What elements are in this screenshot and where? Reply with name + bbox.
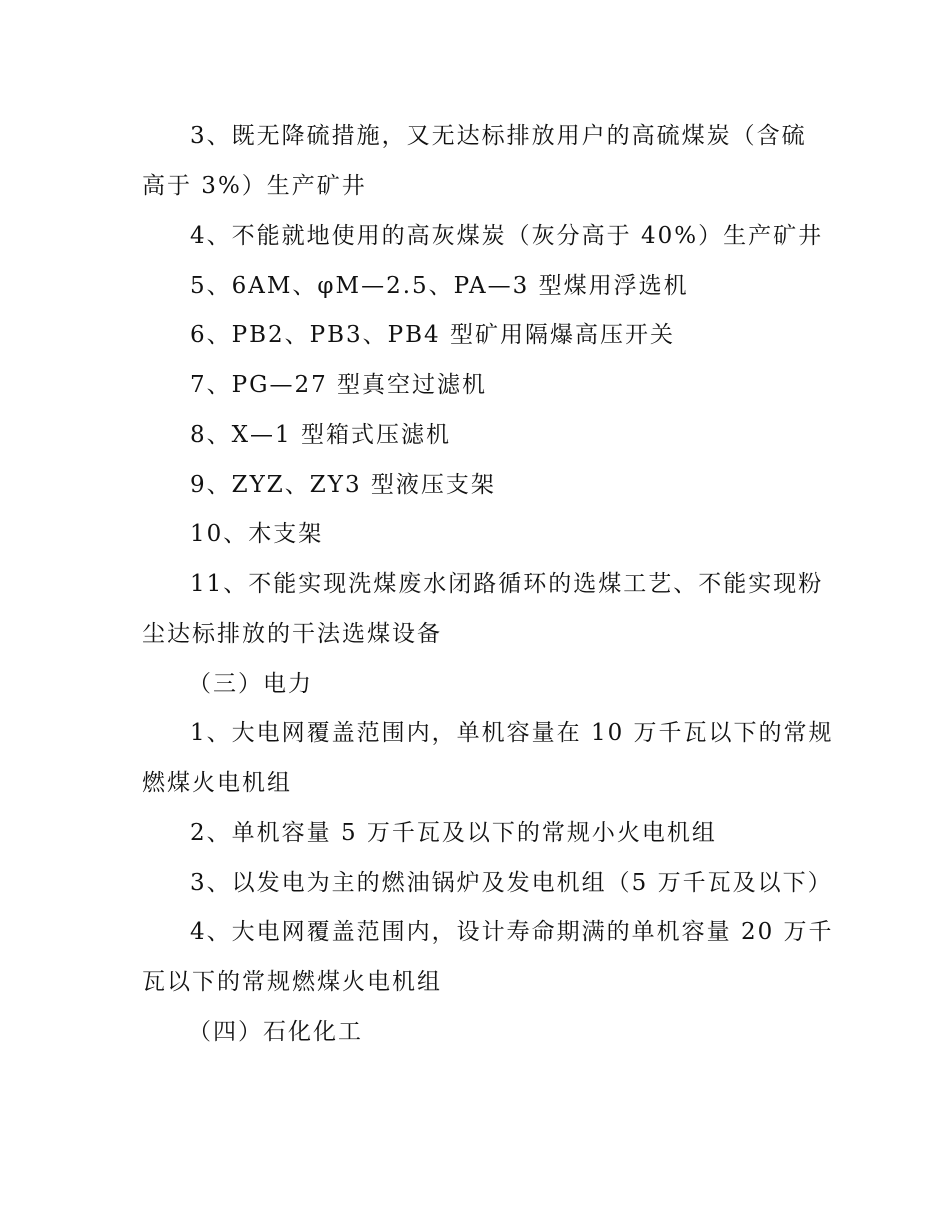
item-4: 4、不能就地使用的高灰煤炭（灰分高于 40%）生产矿井	[190, 223, 824, 249]
item-6: 6、PB2、PB3、PB4 型矿用隔爆高压开关	[190, 322, 675, 348]
item-7: 7、PG—27 型真空过滤机	[190, 372, 488, 398]
item-11-line-2: 尘达标排放的干法选煤设备	[142, 621, 442, 647]
item-5: 5、6AM、φM—2.5、PA—3 型煤用浮选机	[190, 273, 689, 299]
section-heading-petrochemical: （四）石化化工	[188, 1019, 363, 1045]
item-3-line-1: 3、既无降硫措施，又无达标排放用户的高硫煤炭（含硫	[190, 123, 807, 149]
item-3-line-2: 高于 3%）生产矿井	[142, 173, 367, 199]
item-8: 8、X—1 型箱式压滤机	[190, 422, 451, 448]
power-item-3: 3、以发电为主的燃油锅炉及发电机组（5 万千瓦及以下）	[190, 870, 833, 896]
section-heading-electric-power: （三）电力	[188, 671, 313, 697]
power-item-4-line-2: 瓦以下的常规燃煤火电机组	[142, 969, 442, 995]
item-11-line-1: 11、不能实现洗煤废水闭路循环的选煤工艺、不能实现粉	[190, 571, 824, 597]
power-item-2: 2、单机容量 5 万千瓦及以下的常规小火电机组	[190, 820, 717, 846]
power-item-1-line-2: 燃煤火电机组	[142, 770, 292, 796]
power-item-4-line-1: 4、大电网覆盖范围内，设计寿命期满的单机容量 20 万千	[190, 919, 834, 945]
item-10: 10、木支架	[190, 521, 324, 547]
item-9: 9、ZYZ、ZY3 型液压支架	[190, 472, 496, 498]
power-item-1-line-1: 1、大电网覆盖范围内，单机容量在 10 万千瓦以下的常规	[190, 720, 834, 746]
